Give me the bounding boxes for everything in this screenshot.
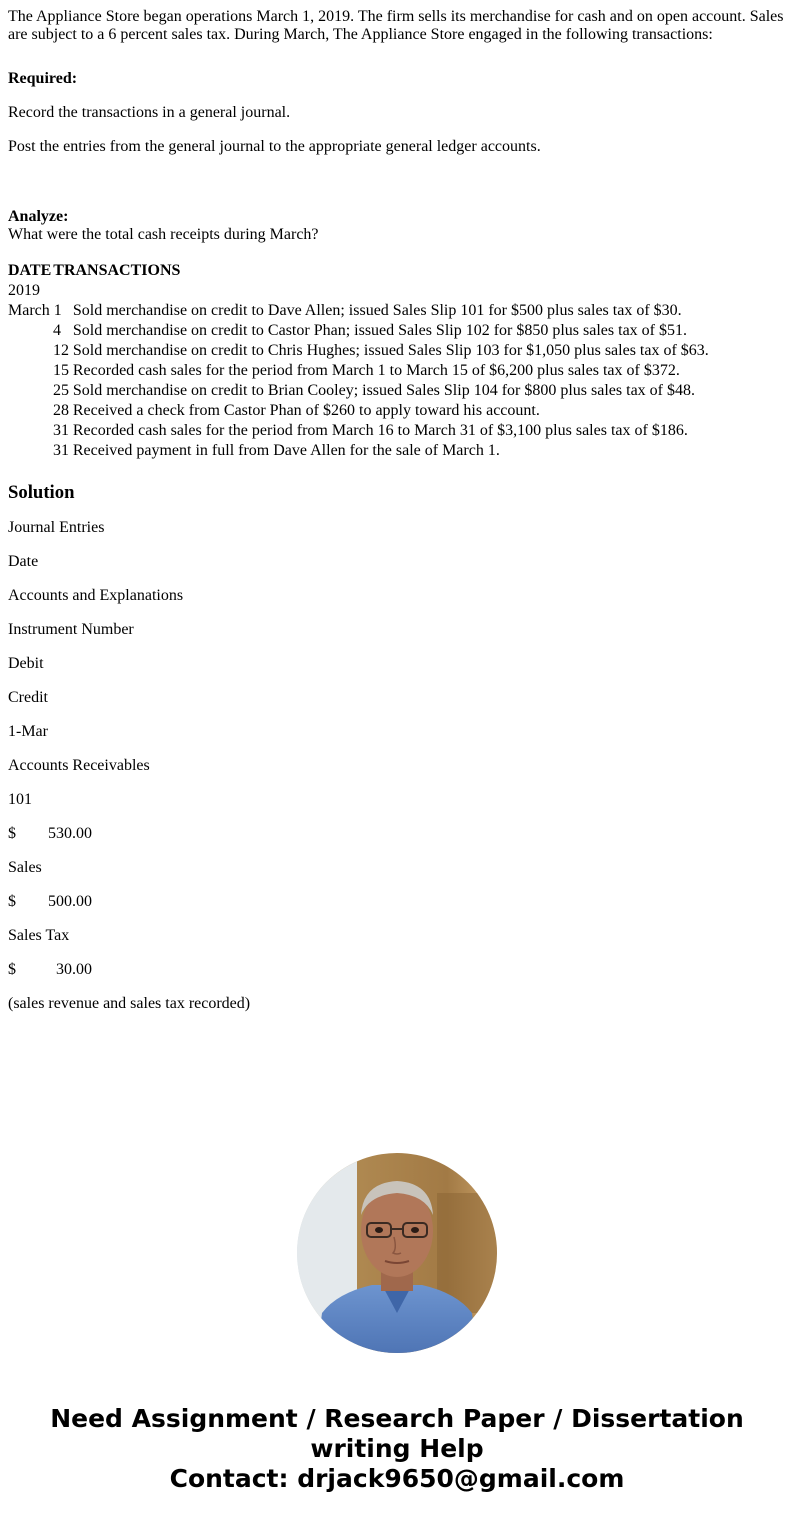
entry-debit-amount — [8, 825, 786, 843]
entry-debit-account: Accounts Receivables — [8, 757, 150, 774]
currency-symbol: $ — [8, 825, 16, 842]
year-cell: 2019 — [8, 282, 40, 299]
column-label-date: Date — [8, 553, 39, 570]
transaction-cell: Sold merchandise on credit to Chris Hughes; issued Sales Slip 103 for $1,050 plus sales tax of $63. — [72, 342, 709, 359]
transaction-cell: Sold merchandise on credit to Castor Phan; issued Sales Slip 102 for $850 plus sales tax of $51. — [72, 322, 688, 339]
portrait-image — [297, 1153, 497, 1353]
entry-credit-account: Sales — [8, 859, 42, 876]
column-label-debit: Debit — [8, 655, 44, 672]
entry-credit-amount — [8, 893, 786, 911]
transaction-cell: Sold merchandise on credit to Dave Allen; issued Sales Slip 101 for $500 plus sales tax of $30. — [72, 302, 682, 319]
required-heading: Required: — [8, 70, 78, 87]
entry-credit-amount — [8, 961, 786, 979]
table-row — [8, 442, 784, 460]
entry-narration: (sales revenue and sales tax recorded) — [8, 995, 251, 1012]
column-header-transactions: TRANSACTIONS — [53, 262, 181, 279]
document-body — [8, 8, 786, 1122]
transactions-table — [8, 260, 786, 462]
entry-instrument-number: 101 — [8, 791, 32, 808]
date-cell: 12 — [53, 342, 69, 359]
date-cell: 31 — [53, 442, 69, 459]
currency-symbol: $ — [8, 961, 16, 978]
banner-headline: Need Assignment / Research Paper / Dissertation writing Help — [50, 1404, 744, 1463]
amount-value: 30.00 — [56, 961, 92, 978]
column-label-instrument: Instrument Number — [8, 621, 134, 638]
transaction-cell: Recorded cash sales for the period from March 16 to March 31 of $3,100 plus sales tax of $186. — [72, 422, 688, 439]
transaction-cell: Received a check from Castor Phan of $260 to apply toward his account. — [72, 402, 540, 419]
date-cell: 15 — [53, 362, 69, 379]
table-row — [8, 282, 784, 300]
date-cell: March 1 — [8, 302, 62, 319]
transaction-cell: Recorded cash sales for the period from March 1 to March 15 of $6,200 plus sales tax of $372. — [72, 362, 680, 379]
author-photo — [297, 1153, 497, 1353]
table-row — [8, 362, 784, 380]
analyze-question: What were the total cash receipts during March? — [8, 226, 319, 243]
intro-paragraph: The Appliance Store began operations March 1, 2019. The firm sells its merchandise for cash and on open account. Sales are subject to a 6 percent sales tax. During March, The Appliance Store engaged in the following transactions: — [8, 8, 784, 43]
table-row — [8, 422, 784, 440]
solution-heading: Solution — [8, 482, 75, 503]
journal-title: Journal Entries — [8, 519, 105, 536]
column-header-date: DATE — [8, 262, 52, 279]
date-cell: 25 — [53, 382, 69, 399]
required-item: Record the transactions in a general journal. — [8, 104, 291, 121]
entry-credit-account: Sales Tax — [8, 927, 70, 944]
analyze-heading: Analyze: — [8, 208, 69, 225]
column-label-credit: Credit — [8, 689, 48, 706]
date-cell: 31 — [53, 422, 69, 439]
transaction-cell: Sold merchandise on credit to Brian Cooley; issued Sales Slip 104 for $800 plus sales tax of $48. — [72, 382, 695, 399]
amount-value: 500.00 — [48, 893, 92, 910]
transaction-cell: Received payment in full from Dave Allen for the sale of March 1. — [72, 442, 500, 459]
date-cell: 4 — [53, 322, 61, 339]
column-label-accounts: Accounts and Explanations — [8, 587, 184, 604]
table-row — [8, 302, 784, 320]
banner-contact: Contact: drjack9650@gmail.com — [169, 1464, 625, 1493]
table-row — [8, 342, 784, 360]
table-row — [8, 382, 784, 400]
date-cell: 28 — [53, 402, 69, 419]
amount-value: 530.00 — [48, 825, 92, 842]
currency-symbol: $ — [8, 893, 16, 910]
required-item: Post the entries from the general journal to the appropriate general ledger accounts. — [8, 138, 541, 155]
table-row — [8, 402, 784, 420]
contact-banner — [0, 1404, 794, 1494]
table-row — [8, 322, 784, 340]
entry-date: 1-Mar — [8, 723, 48, 740]
table-header-row — [8, 262, 784, 280]
